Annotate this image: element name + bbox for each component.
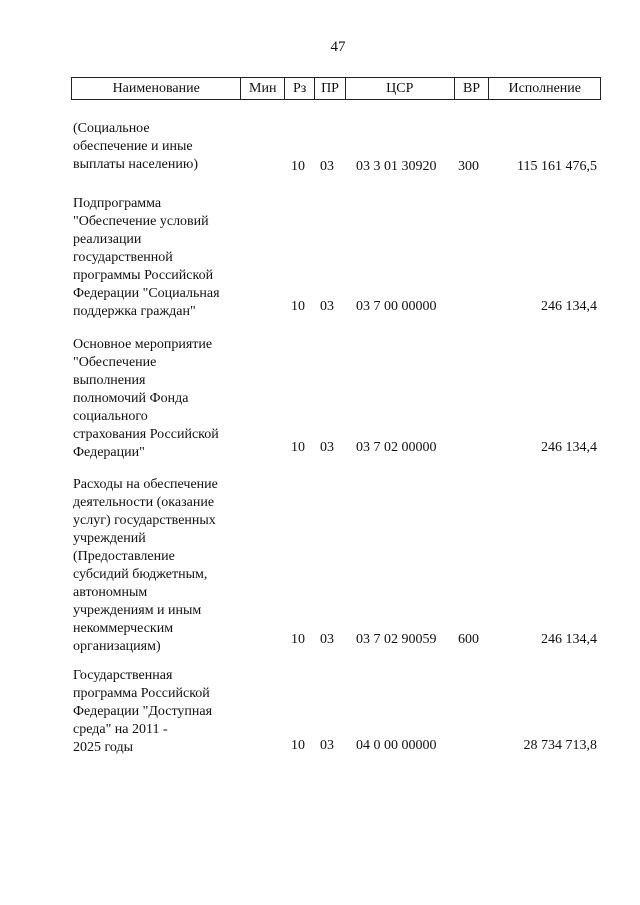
- row-values: [0, 737, 640, 755]
- row-rz: 10: [291, 440, 305, 455]
- row-rz: 10: [291, 159, 305, 174]
- header-rz: Рз: [285, 78, 315, 99]
- row-pr: 03: [320, 299, 334, 314]
- row-values: [0, 298, 640, 316]
- row-pr: 03: [320, 632, 334, 647]
- row-name: Подпрограмма "Обеспечение условий реализации государственной программы Российской Федерации "Социальная поддержка граждан": [73, 196, 220, 319]
- row-values: [0, 158, 640, 176]
- row-pr: 03: [320, 738, 334, 753]
- header-csr: ЦСР: [346, 78, 455, 99]
- header-isp: Исполнение: [508, 80, 581, 96]
- header-pr: ПР: [315, 78, 346, 99]
- row-values: [0, 439, 640, 457]
- header-min: Мин: [241, 78, 285, 99]
- row-csr: 03 7 02 00000: [356, 440, 437, 455]
- row-isp: 246 134,4: [541, 440, 597, 455]
- header-vr: ВР: [455, 78, 490, 99]
- row-isp: 246 134,4: [541, 299, 597, 314]
- row-pr: 03: [320, 159, 334, 174]
- row-vr: 300: [458, 159, 479, 174]
- row-isp: 115 161 476,5: [517, 159, 597, 174]
- page-number: 47: [330, 39, 346, 55]
- row-isp: 246 134,4: [541, 632, 597, 647]
- row-rz: 10: [291, 299, 305, 314]
- row-pr: 03: [320, 440, 334, 455]
- table-header: [71, 77, 601, 100]
- row-csr: 04 0 00 00000: [356, 738, 437, 753]
- row-isp: 28 734 713,8: [523, 738, 597, 753]
- row-csr: 03 7 00 00000: [356, 299, 437, 314]
- row-rz: 10: [291, 632, 305, 647]
- row-csr: 03 3 01 30920: [356, 159, 437, 174]
- row-name: Расходы на обеспечение деятельности (оказание услуг) государственных учреждений (Предоставление субсидий бюджетным, автономным учреждениям и иным некоммерческим организациям): [73, 477, 218, 654]
- row-name: Государственная программа Российской Федерации "Доступная среда" на 2011 - 2025 годы: [73, 668, 213, 755]
- header-name: Наименование: [72, 78, 241, 99]
- row-values: [0, 631, 640, 649]
- row-vr: 600: [458, 632, 479, 647]
- row-rz: 10: [291, 738, 305, 753]
- row-csr: 03 7 02 90059: [356, 632, 437, 647]
- row-name: Основное мероприятие "Обеспечение выполнения полномочий Фонда социального страхования Российской Федерации": [73, 337, 219, 460]
- row-name: (Социальное обеспечение и иные выплаты населению): [73, 121, 198, 172]
